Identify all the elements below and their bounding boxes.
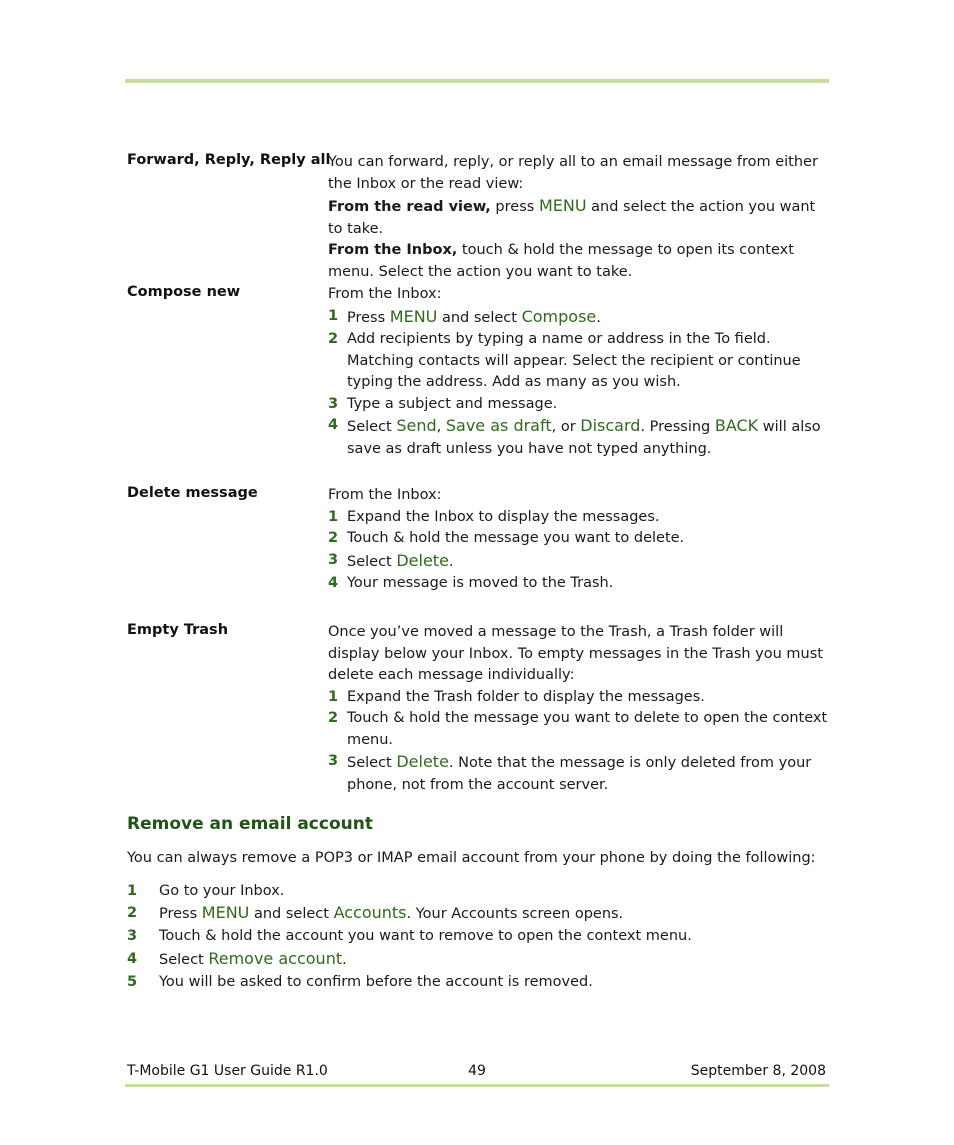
section-label: Empty Trash — [127, 622, 229, 638]
list-item: 2 Add recipients by typing a name or address in the To field. Matching contacts will appear. Select the recipient or continue typing the address. Add as many as you wish. — [328, 331, 801, 390]
list-item: 1 Press MENU and select Compose. — [328, 306, 601, 326]
footer-title: T-Mobile G1 User Guide R1.0 — [127, 1063, 328, 1079]
list-item: 1 Go to your Inbox. — [127, 883, 285, 899]
read-view-instruction: From the read view, press MENU and select the action you want to take. — [328, 196, 816, 237]
section-body — [328, 152, 828, 283]
list-item: 3 Type a subject and message. — [328, 395, 558, 412]
list-item: 3 Touch & hold the account you want to remove to open the context menu. — [127, 928, 692, 945]
section-label: Forward, Reply, Reply all — [127, 152, 331, 168]
step-list — [328, 687, 828, 797]
list-item: 1 Expand the Trash folder to display the messages. — [328, 688, 705, 705]
footer-date: September 8, 2008 — [690, 1063, 826, 1079]
list-item: 2 Press MENU and select Accounts. Your Accounts screen opens. — [127, 903, 624, 923]
section-body — [328, 622, 828, 796]
section-body — [328, 284, 828, 460]
step-list — [328, 306, 828, 461]
section-label: Delete message — [127, 485, 258, 501]
section-label: Compose new — [127, 284, 241, 300]
remove-step-list — [127, 880, 827, 993]
footer-rule — [125, 1084, 829, 1087]
remove-intro: You can always remove a POP3 or IMAP email account from your phone by doing the following: — [127, 850, 816, 866]
section-intro: You can forward, reply, or reply all to an email message from either the Inbox or the read view: — [328, 154, 818, 192]
section-heading: Remove an email account — [127, 814, 373, 834]
page-number: 49 — [468, 1063, 486, 1079]
list-item: 2 Touch & hold the message you want to delete to open the context menu. — [328, 710, 828, 748]
header-rule — [125, 79, 829, 83]
list-item: 1 Expand the Inbox to display the messages. — [328, 508, 660, 525]
list-item: 4 Select Remove account. — [127, 948, 347, 968]
section-intro: From the Inbox: — [328, 487, 442, 503]
section-intro: Once you’ve moved a message to the Trash, a Trash folder will display below your Inbox. To empty messages in the Trash you must delete each message individually: — [328, 624, 823, 683]
list-item: 4 Your message is moved to the Trash. — [328, 575, 614, 591]
step-list — [328, 507, 828, 595]
inbox-instruction: From the Inbox, touch & hold the message to open its context menu. Select the action you want to take. — [328, 242, 794, 280]
list-item: 5 You will be asked to confirm before the account is removed. — [127, 973, 593, 990]
list-item: 3 Select Delete. — [328, 550, 454, 570]
list-item: 4 Select Send, Save as draft, or Discard. Pressing BACK will also save as draft unless you have not typed anything. — [328, 416, 821, 457]
list-item: 3 Select Delete. Note that the message is only deleted from your phone, not from the account server. — [328, 752, 812, 793]
menu-key: MENU — [538, 196, 587, 215]
section-body — [328, 485, 828, 595]
list-item: 2 Touch & hold the message you want to delete. — [328, 530, 685, 546]
section-intro: From the Inbox: — [328, 286, 442, 302]
